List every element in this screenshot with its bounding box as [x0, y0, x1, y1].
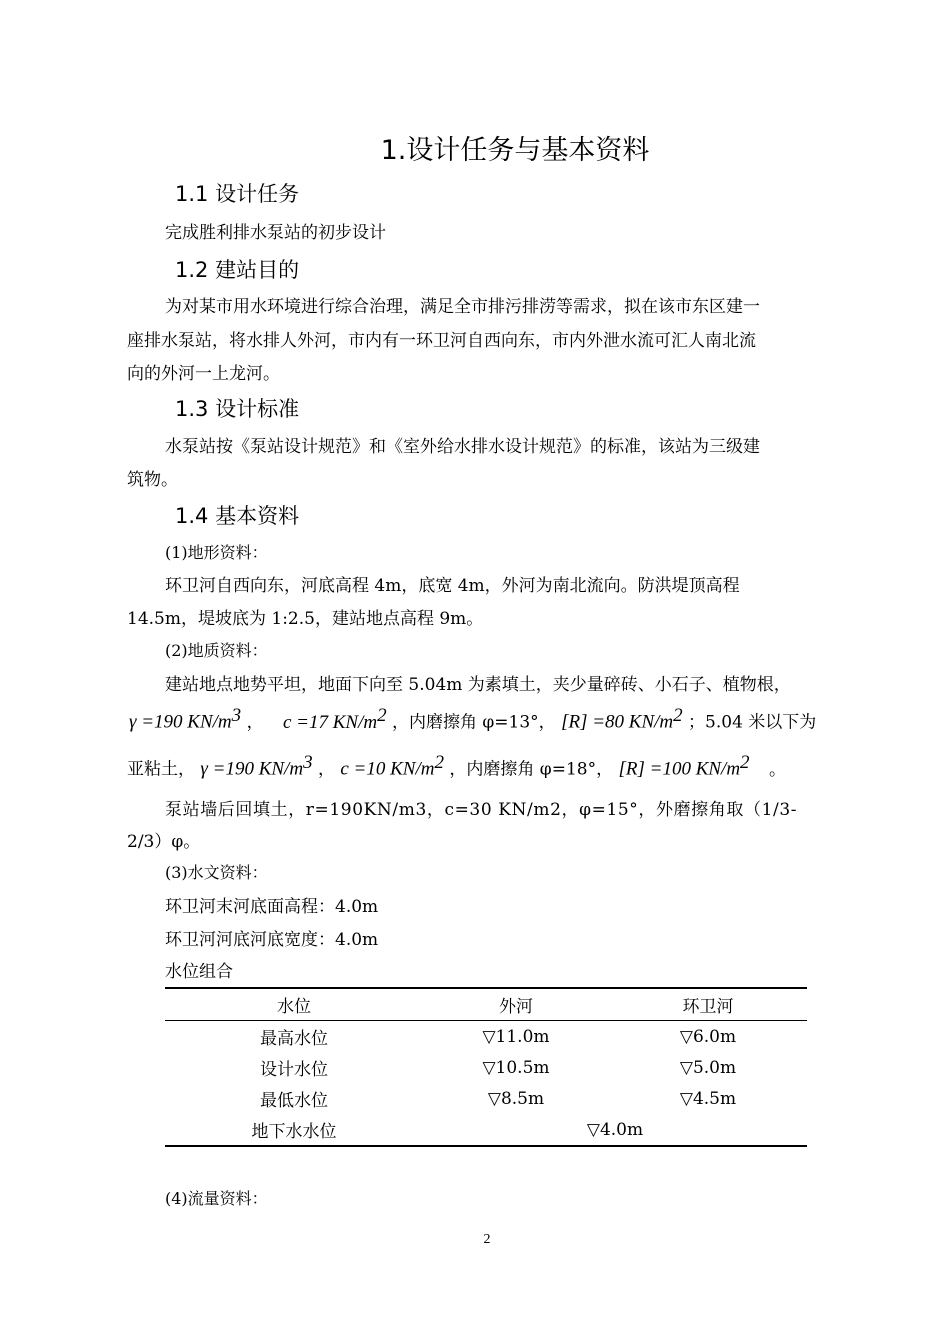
- depth-text: ；5.04 米以下为: [688, 712, 817, 733]
- paragraph-line: 环卫河自西向东，河底高程 4m，底宽 4m，外河为南北流向。防洪堤顶高程: [165, 576, 740, 596]
- paragraph-line: 筑物。: [127, 470, 178, 490]
- table-row: [165, 1083, 807, 1114]
- table-header-row: [165, 989, 807, 1021]
- geology-formula-row: γ =190 $KN/m^3$ ， c =17 $KN/m^2$ ，内磨擦角 φ=13°， [R] =80 $KN/m^2$ ；5.04 米以下为: [129, 705, 817, 733]
- paragraph-line: 环卫河河底河底宽度：4.0m: [165, 930, 379, 950]
- table-cell: ▽5.0m: [679, 1057, 737, 1078]
- hydrology-label: (3)水文资料：: [165, 863, 268, 882]
- paragraph-line: 泵站墙后回填土，r=190KN/m3，c=30 KN/m2，φ=15°，外磨擦角取（1/3-: [165, 800, 798, 820]
- table-cell: 最高水位: [260, 1029, 328, 1049]
- page-number: 2: [483, 1232, 491, 1247]
- gamma-formula: γ =190 KN/m: [200, 758, 304, 780]
- table-cell: 最低水位: [260, 1091, 328, 1111]
- paragraph-line: 水泵站按《泵站设计规范》和《室外给水排水设计规范》的标准，该站为三级建: [165, 437, 760, 457]
- table-header-cell: 环卫河: [682, 997, 734, 1017]
- gamma-exponent: 3: [303, 752, 313, 773]
- paragraph-line: 为对某市用水环境进行综合治理，满足全市排污排涝等需求，拟在该市东区建一: [165, 297, 760, 317]
- page-title: 1.设计任务与基本资料: [380, 135, 650, 166]
- bearing-exponent: 2: [740, 752, 750, 773]
- geology-label: (2)地质资料：: [165, 641, 268, 660]
- cohesion-formula: c =10 KN/m: [340, 758, 435, 780]
- paragraph-line: 2/3）φ。: [127, 832, 201, 852]
- cohesion-exponent: 2: [434, 752, 444, 773]
- friction-angle-text: ，内磨擦角 φ=18°，: [449, 759, 614, 780]
- section-heading-1-1: 1.1 设计任务: [175, 182, 300, 206]
- section-heading-1-4: 1.4 基本资料: [175, 504, 300, 528]
- terrain-label: (1)地形资料：: [165, 543, 268, 562]
- paragraph-line: 环卫河末河底面高程：4.0m: [165, 897, 379, 917]
- flow-label: (4)流量资料：: [165, 1189, 268, 1208]
- bearing-exponent: 2: [673, 705, 683, 726]
- table-cell: ▽10.5m: [482, 1057, 550, 1078]
- bearing-formula: [R] =80 KN/m: [561, 711, 674, 733]
- geology-formula-row: [127, 752, 786, 781]
- cohesion-formula: c =17 KN/m: [282, 711, 378, 733]
- gamma-formula: γ =190 KN/m: [129, 711, 232, 733]
- cohesion-exponent: 2: [377, 705, 387, 726]
- table-cell: ▽11.0m: [482, 1026, 550, 1047]
- table-header-cell: 水位: [277, 997, 311, 1017]
- table-cell-merged: ▽4.0m: [586, 1119, 644, 1140]
- section-text-1-1: 完成胜利排水泵站的初步设计: [165, 223, 386, 243]
- section-heading-1-3: 1.3 设计标准: [175, 397, 300, 421]
- paragraph-line: 座排水泵站，将水排人外河，市内有一环卫河自西向东，市内外泄水流可汇人南北流: [127, 331, 756, 351]
- water-level-table: [165, 987, 807, 1147]
- table-header-cell: 外河: [499, 997, 533, 1017]
- paragraph-line: 14.5m，堤坡底为 1:2.5，建站地点高程 9m。: [127, 609, 484, 629]
- table-row: [165, 1114, 807, 1145]
- table-row: [165, 1021, 807, 1052]
- friction-angle-text: ，内磨擦角 φ=13°，: [391, 712, 556, 733]
- table-cell: ▽6.0m: [679, 1026, 737, 1047]
- end-mark: 。: [768, 759, 786, 780]
- table-cell: 设计水位: [260, 1060, 328, 1080]
- separator-text: ，: [317, 759, 335, 780]
- table-cell: 地下水水位: [251, 1122, 337, 1142]
- table-row: [165, 1052, 807, 1083]
- paragraph-line: 建站地点地势平坦，地面下向至 5.04m 为素填土，夹少量碎砖、小石子、植物根，: [165, 675, 791, 695]
- paragraph-line: 向的外河一上龙河。: [127, 364, 280, 384]
- soil-type-text: 亚粘土，: [127, 759, 195, 780]
- gamma-exponent: 3: [231, 705, 242, 726]
- bearing-formula: [R] =100 KN/m: [618, 758, 741, 780]
- table-title: 水位组合: [165, 962, 233, 982]
- section-heading-1-2: 1.2 建站目的: [175, 258, 300, 282]
- table-cell: ▽8.5m: [487, 1088, 545, 1109]
- table-cell: ▽4.5m: [679, 1088, 737, 1109]
